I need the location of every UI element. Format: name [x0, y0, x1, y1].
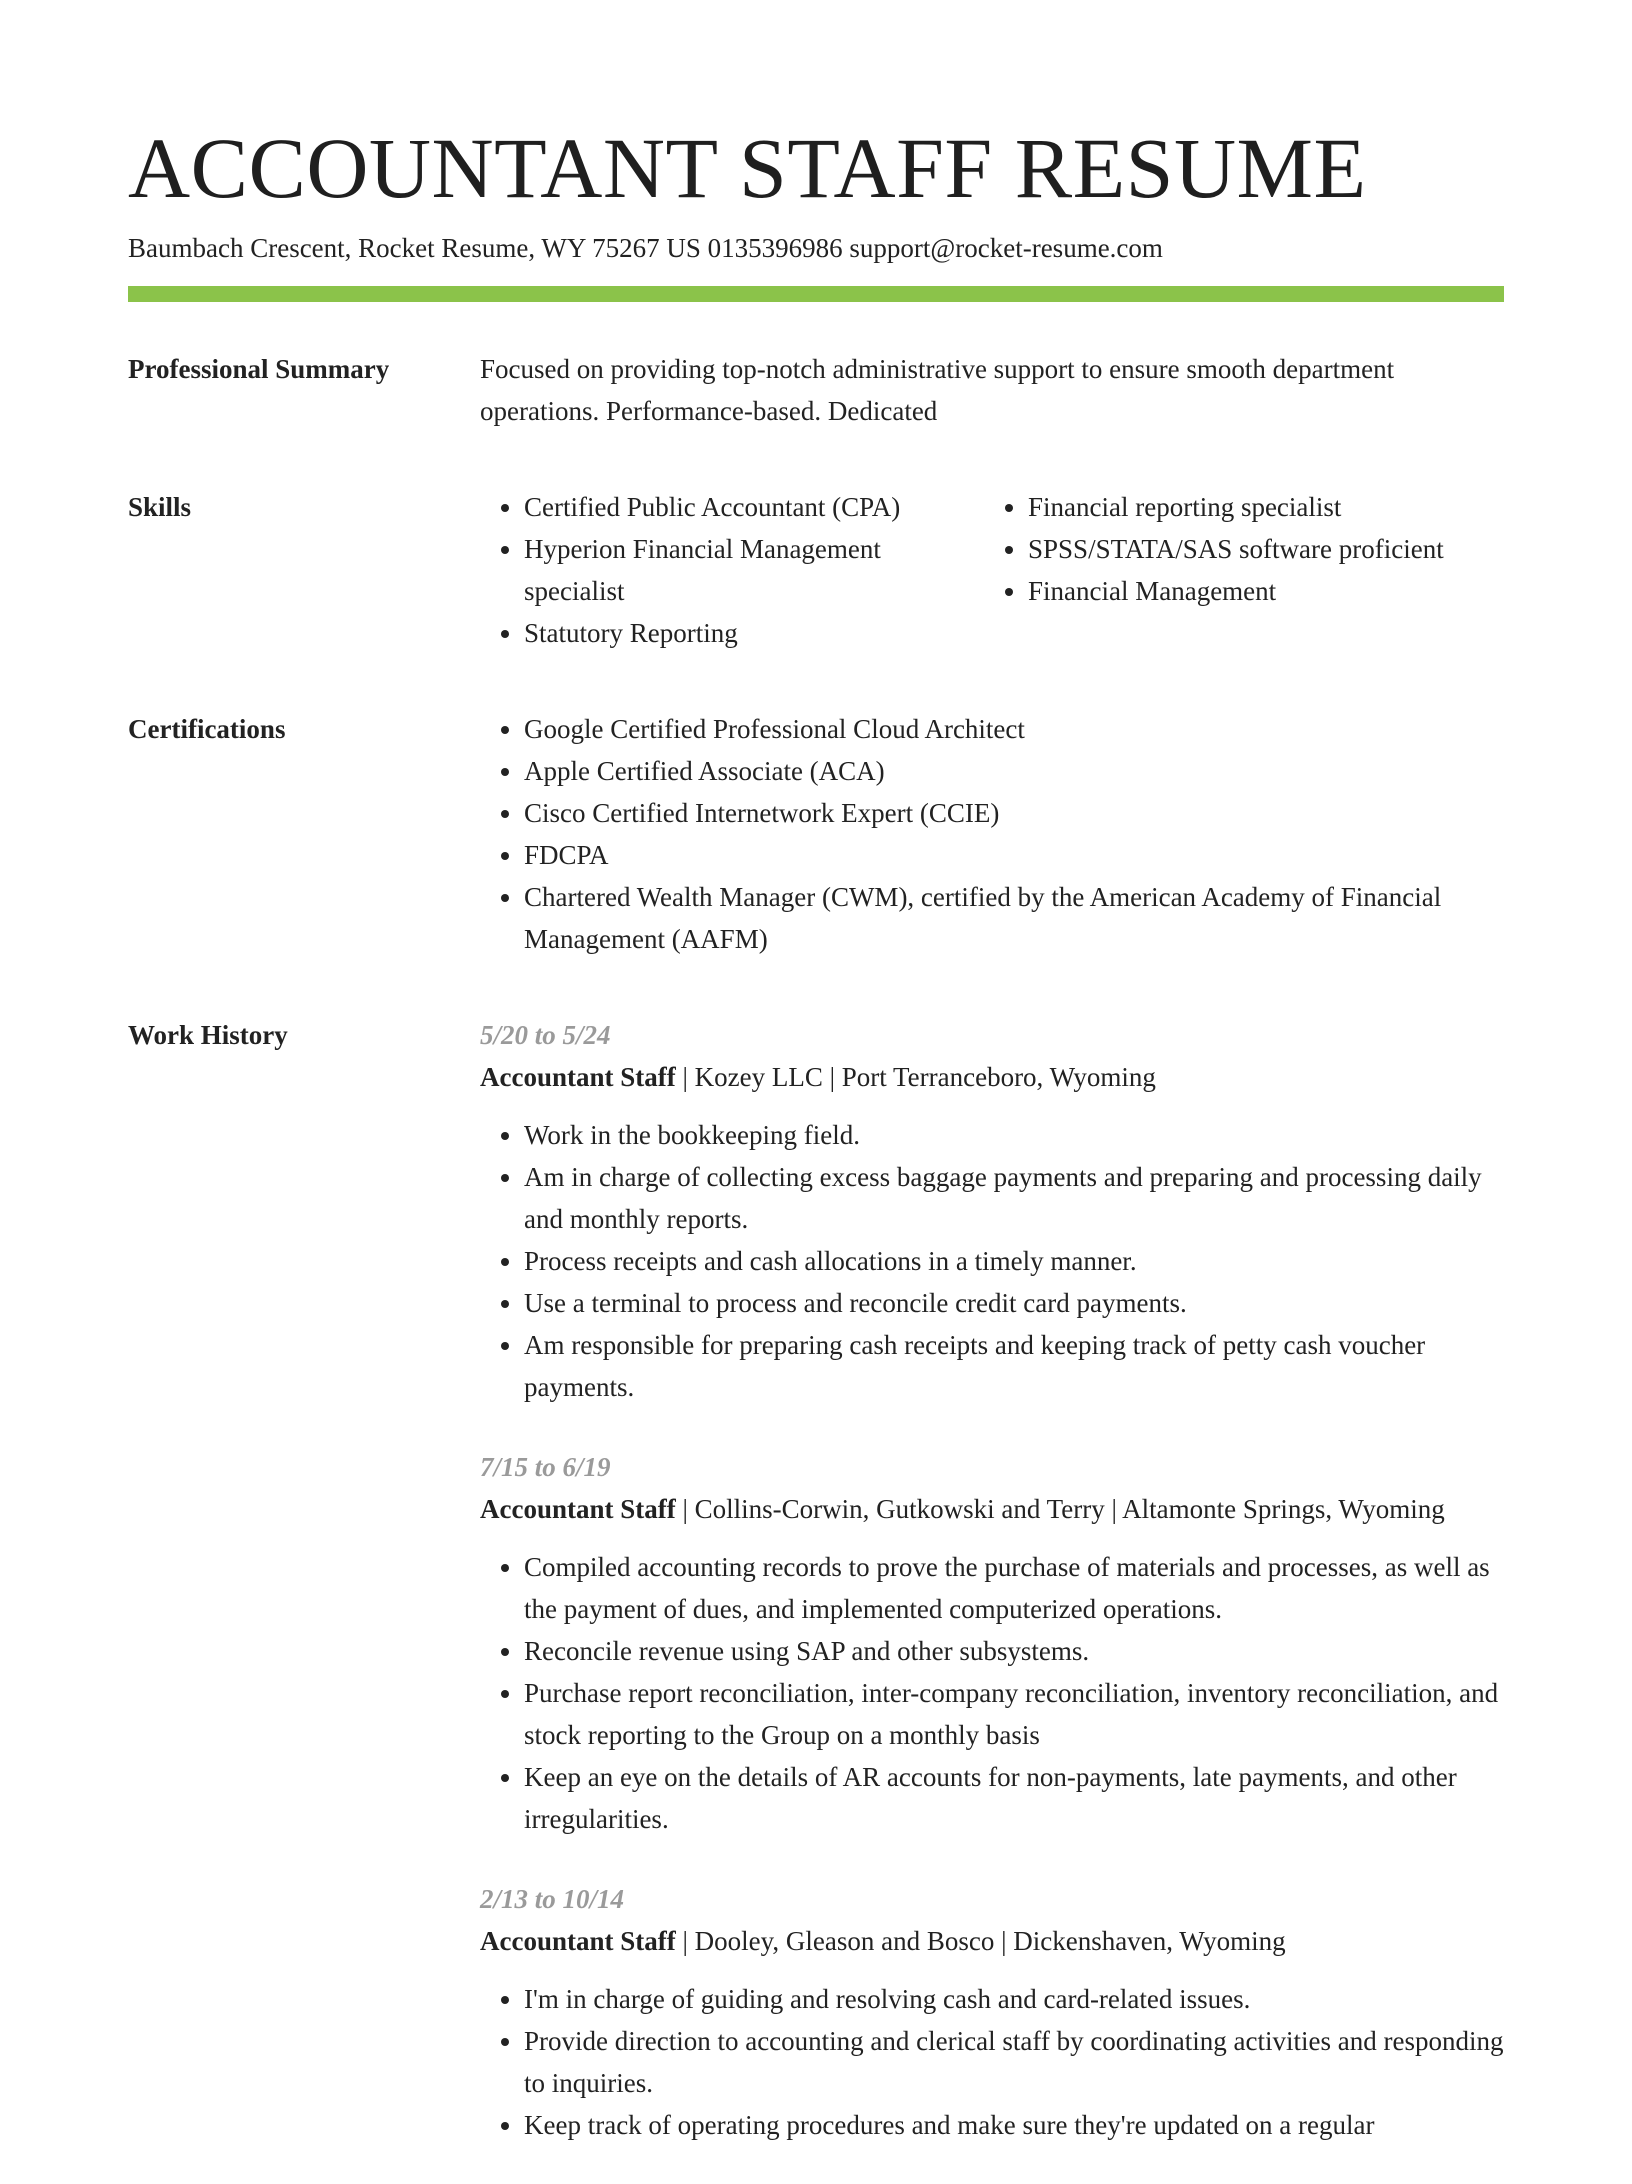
skill-item: • Financial reporting specialist: [1028, 486, 1532, 528]
contact-line: Baumbach Crescent, Rocket Resume, WY 75267 US 0135396986 support@rocket-resume.com: [128, 233, 1163, 263]
skill-item: • Hyperion Financial Management specialist: [524, 528, 984, 612]
certification-item: • Google Certified Professional Cloud Architect: [524, 708, 1504, 750]
job-bullet: • Work in the bookkeeping field.: [524, 1114, 1504, 1156]
skill-item: • Statutory Reporting: [524, 612, 984, 654]
certifications-list: [480, 708, 1504, 960]
header-divider: [128, 286, 1504, 302]
job-bullet: • I'm in charge of guiding and resolving cash and card-related issues.: [524, 1978, 1504, 2020]
skills-label: Skills: [128, 492, 192, 522]
certification-item: • FDCPA: [524, 834, 1504, 876]
job-bullet: • Purchase report reconciliation, inter-company reconciliation, inventory reconciliation, and stock reporting to the Group on a monthly basis: [524, 1672, 1504, 1756]
certification-item: • Apple Certified Associate (ACA): [524, 750, 1504, 792]
certification-item: • Cisco Certified Internetwork Expert (CCIE): [524, 792, 1504, 834]
job-bullet: • Reconcile revenue using SAP and other subsystems.: [524, 1630, 1504, 1672]
job-company-location: | Collins-Corwin, Gutkowski and Terry | Altamonte Springs, Wyoming: [675, 1494, 1445, 1524]
job-entry: [480, 1878, 1504, 2146]
certifications-label: Certifications: [128, 714, 286, 744]
job-bullet: • Am in charge of collecting excess baggage payments and preparing and processing daily and monthly reports.: [524, 1156, 1504, 1240]
job-bullets: [480, 1546, 1504, 1840]
skill-item: • Certified Public Accountant (CPA): [524, 486, 984, 528]
job-bullet: • Keep track of operating procedures and make sure they're updated on a regular: [524, 2104, 1504, 2146]
skills-column-1: [480, 486, 984, 654]
job-bullet: • Am responsible for preparing cash receipts and keeping track of petty cash voucher payments.: [524, 1324, 1504, 1408]
job-dates: 7/15 to 6/19: [480, 1452, 611, 1482]
job-entry: [480, 1446, 1504, 1840]
job-title: Accountant Staff: [480, 1062, 676, 1092]
job-dates: 5/20 to 5/24: [480, 1020, 611, 1050]
summary-section: [128, 348, 1504, 432]
certification-item: • Chartered Wealth Manager (CWM), certified by the American Academy of Financial Management (AAFM): [524, 876, 1504, 960]
job-bullet: • Provide direction to accounting and clerical staff by coordinating activities and responding to inquiries.: [524, 2020, 1504, 2104]
job-bullet: • Use a terminal to process and reconcile credit card payments.: [524, 1282, 1504, 1324]
skills-section: [128, 486, 1504, 654]
job-bullet: • Keep an eye on the details of AR accounts for non-payments, late payments, and other irregularities.: [524, 1756, 1504, 1840]
job-company-location: | Dooley, Gleason and Bosco | Dickenshaven, Wyoming: [675, 1926, 1286, 1956]
work-history-label: Work History: [128, 1020, 288, 1050]
job-bullets: [480, 1978, 1504, 2146]
resume-page: [128, 118, 1504, 2184]
resume-title: ACCOUNTANT STAFF RESUME: [128, 120, 1367, 216]
job-heading: [480, 1056, 1504, 1098]
summary-label: Professional Summary: [128, 354, 390, 384]
job-title: Accountant Staff: [480, 1494, 676, 1524]
certifications-section: [128, 708, 1504, 960]
job-bullet: • Process receipts and cash allocations in a timely manner.: [524, 1240, 1504, 1282]
job-entry: [480, 1014, 1504, 1408]
job-bullets: [480, 1114, 1504, 1408]
summary-text: Focused on providing top-notch administrative support to ensure smooth department operations. Performance-based. Dedicated: [480, 354, 1395, 426]
job-title: Accountant Staff: [480, 1926, 676, 1956]
skill-item: • SPSS/STATA/SAS software proficient: [1028, 528, 1532, 570]
skills-column-2: [984, 486, 1532, 654]
job-heading: [480, 1488, 1504, 1530]
work-history-list: [480, 1014, 1504, 2184]
work-history-section: [128, 1014, 1504, 2184]
job-company-location: | Kozey LLC | Port Terranceboro, Wyoming: [675, 1062, 1156, 1092]
job-dates: 2/13 to 10/14: [480, 1884, 625, 1914]
skill-item: • Financial Management: [1028, 570, 1532, 612]
skills-list: [480, 486, 1532, 654]
job-heading: [480, 1920, 1504, 1962]
job-bullet: • Compiled accounting records to prove the purchase of materials and processes, as well as the payment of dues, and implemented computerized operations.: [524, 1546, 1504, 1630]
